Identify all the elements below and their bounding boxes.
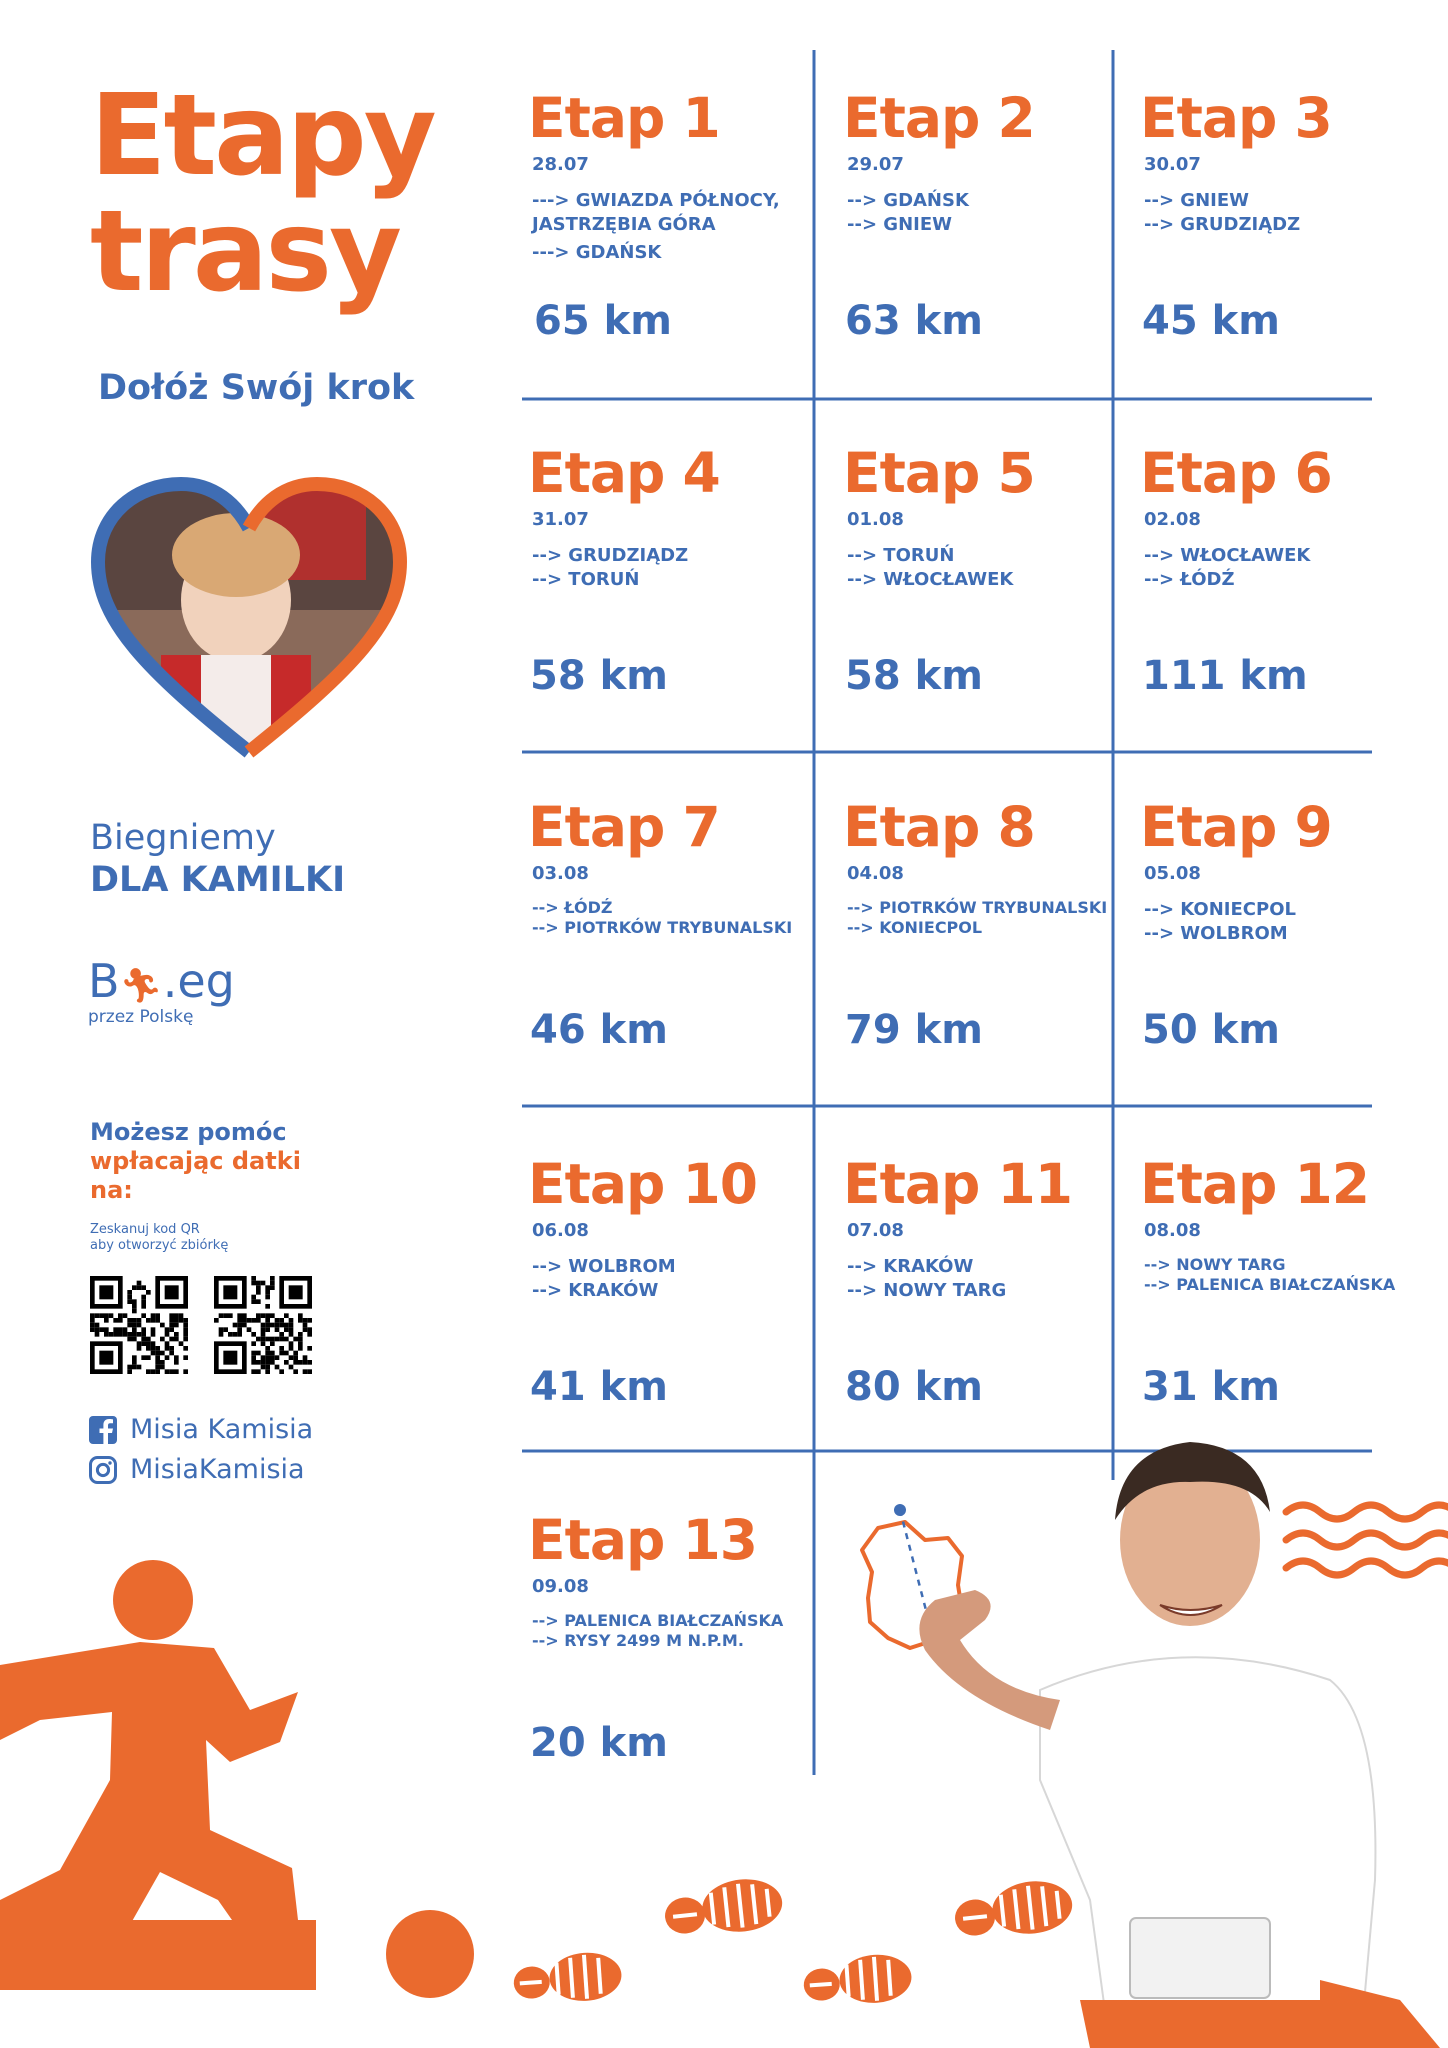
stage-5 <box>843 441 1035 699</box>
stage-11 <box>843 1152 1073 1410</box>
stage-3 <box>1140 86 1332 344</box>
stage-route <box>1144 1255 1395 1295</box>
instagram-name: MisiaKamisia <box>130 1454 305 1485</box>
route-line: --> GRUDZIĄDZ <box>532 545 689 566</box>
facebook-name: Misia Kamisia <box>130 1414 314 1445</box>
route-line: --> ŁÓDŹ <box>1144 569 1235 590</box>
stage-date: 04.08 <box>847 863 904 884</box>
stage-date: 08.08 <box>1144 1220 1201 1241</box>
stage-distance: 31 km <box>1142 1364 1280 1410</box>
stage-distance: 45 km <box>1142 298 1280 344</box>
route-line: --> NOWY TARG <box>1144 1255 1286 1274</box>
route-line: --> GRUDZIĄDZ <box>1144 214 1301 235</box>
stage-route <box>532 544 720 592</box>
stage-12 <box>1140 1152 1396 1410</box>
stage-distance: 63 km <box>845 298 983 344</box>
stage-route <box>847 189 1035 237</box>
stage-6 <box>1140 441 1332 699</box>
stage-date: 28.07 <box>532 154 589 175</box>
donation-line-1: Możesz pomóc <box>90 1118 287 1146</box>
stage-title: Etap 1 <box>528 86 720 150</box>
route-line: --> WŁOCŁAWEK <box>847 569 1014 590</box>
stage-route <box>1144 189 1332 237</box>
route-line: --> PALENICA BIAŁCZAŃSKA <box>532 1611 784 1630</box>
stage-title: Etap 13 <box>528 1508 758 1572</box>
route-line: --> WOLBROM <box>532 1256 676 1277</box>
route-line: --> TORUŃ <box>532 569 640 590</box>
stage-title: Etap 10 <box>528 1152 758 1216</box>
stage-route <box>532 898 792 938</box>
stage-distance: 58 km <box>845 653 983 699</box>
qr-hint-line-2: aby otworzyć zbiórkę <box>90 1238 229 1253</box>
stage-distance: 111 km <box>1142 653 1308 699</box>
logo-text-start: B <box>88 954 120 1008</box>
route-line: --> WOLBROM <box>1144 923 1288 944</box>
title-line-1: Etapy <box>90 71 434 201</box>
stage-date: 06.08 <box>532 1220 589 1241</box>
route-line: --> ŁÓDŹ <box>532 898 613 917</box>
route-line: --> PALENICA BIAŁCZAŃSKA <box>1144 1275 1396 1294</box>
stage-title: Etap 5 <box>843 441 1035 505</box>
stage-route <box>1144 544 1332 592</box>
stage-13 <box>528 1508 784 1766</box>
stage-2 <box>843 86 1035 344</box>
route-line: --> RYSY 2499 M N.P.M. <box>532 1631 744 1650</box>
stage-date: 02.08 <box>1144 509 1201 530</box>
route-line: --> GNIEW <box>1144 190 1249 211</box>
stage-title: Etap 6 <box>1140 441 1332 505</box>
cause-line-1: Biegniemy <box>90 818 276 858</box>
stage-9 <box>1140 795 1332 1053</box>
route-line: --> KRAKÓW <box>532 1280 659 1301</box>
stage-title: Etap 2 <box>843 86 1035 150</box>
stage-distance: 20 km <box>530 1720 668 1766</box>
stage-date: 03.08 <box>532 863 589 884</box>
subtitle: Dołóż Swój krok <box>98 368 415 408</box>
route-line: ---> GWIAZDA PÓŁNOCY, <box>532 190 780 211</box>
runner-logo-icon: 🏃︎ <box>119 966 163 1006</box>
route-line: --> KRAKÓW <box>847 1256 974 1277</box>
stage-1 <box>528 86 780 344</box>
logo-text-end: .eg <box>162 954 235 1008</box>
stage-distance: 50 km <box>1142 1007 1280 1053</box>
route-line: --> GDAŃSK <box>847 190 969 211</box>
stage-date: 30.07 <box>1144 154 1201 175</box>
stage-7 <box>528 795 793 1053</box>
route-line: --> TORUŃ <box>847 545 955 566</box>
route-line: ---> GDAŃSK <box>532 242 662 263</box>
stage-10 <box>528 1152 758 1410</box>
stage-date: 07.08 <box>847 1220 904 1241</box>
stage-title: Etap 3 <box>1140 86 1332 150</box>
stage-date: 31.07 <box>532 509 589 530</box>
stage-date: 09.08 <box>532 1576 589 1597</box>
stage-distance: 79 km <box>845 1007 983 1053</box>
route-line: JASTRZĘBIA GÓRA <box>532 214 716 235</box>
title-line-2: trasy <box>90 187 400 317</box>
stage-route <box>1144 898 1332 946</box>
route-line: --> PIOTRKÓW TRYBUNALSKI <box>532 918 793 937</box>
stage-route <box>847 898 1107 938</box>
stage-title: Etap 7 <box>528 795 720 859</box>
donation-line-2: wpłacając datki <box>90 1147 301 1175</box>
stage-distance: 65 km <box>534 298 672 344</box>
stage-title: Etap 11 <box>843 1152 1073 1216</box>
stage-title: Etap 8 <box>843 795 1035 859</box>
stage-title: Etap 4 <box>528 441 720 505</box>
logo-subtitle: przez Polskę <box>88 1007 194 1027</box>
stage-route <box>532 1611 783 1651</box>
stage-distance: 58 km <box>530 653 668 699</box>
donation-line-3: na: <box>90 1176 133 1204</box>
stage-date: 01.08 <box>847 509 904 530</box>
stage-8 <box>843 795 1108 1053</box>
route-line: --> WŁOCŁAWEK <box>1144 545 1311 566</box>
stage-date: 29.07 <box>847 154 904 175</box>
cause-line-2: DLA KAMILKI <box>90 860 346 900</box>
route-line: --> NOWY TARG <box>847 1280 1007 1301</box>
stage-date: 05.08 <box>1144 863 1201 884</box>
stage-route <box>532 189 780 265</box>
stage-route <box>847 544 1035 592</box>
qr-hint-line-1: Zeskanuj kod QR <box>90 1222 200 1237</box>
stage-route <box>847 1255 1072 1303</box>
route-line: --> KONIECPOL <box>1144 899 1296 920</box>
stage-distance: 46 km <box>530 1007 668 1053</box>
route-line: --> PIOTRKÓW TRYBUNALSKI <box>847 898 1108 917</box>
stage-4 <box>528 441 720 699</box>
stage-route <box>532 1255 757 1303</box>
route-line: --> GNIEW <box>847 214 952 235</box>
stage-title: Etap 9 <box>1140 795 1332 859</box>
stage-title: Etap 12 <box>1140 1152 1370 1216</box>
stage-distance: 80 km <box>845 1364 983 1410</box>
stage-distance: 41 km <box>530 1364 668 1410</box>
route-line: --> KONIECPOL <box>847 918 983 937</box>
